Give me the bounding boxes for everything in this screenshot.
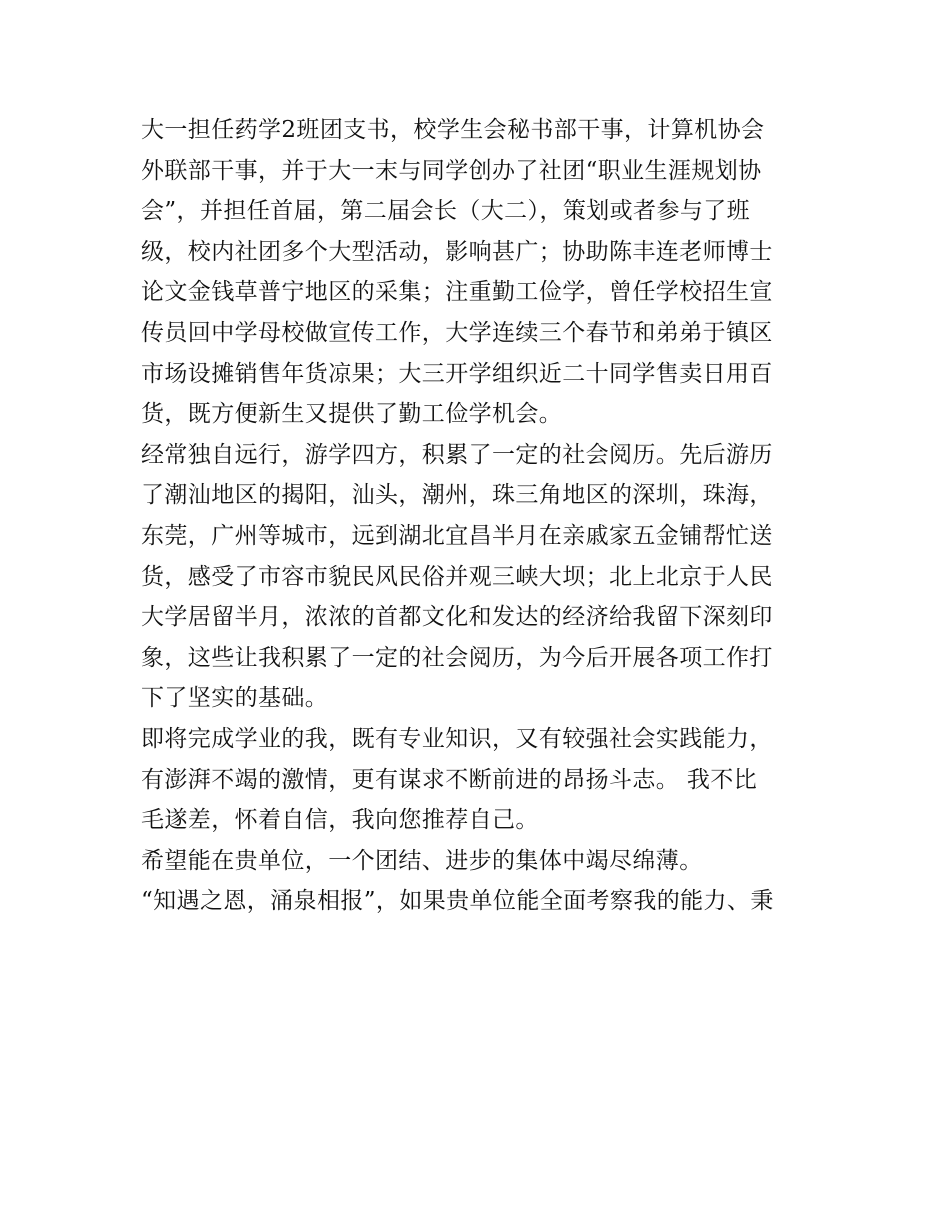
text-line: 大学居留半月，浓浓的首都文化和发达的经济给我留下深刻印 [141, 604, 773, 631]
text-line: 市场设摊销售年货凉果；大三开学组织近二十同学售卖日用百 [141, 360, 773, 387]
text-line: 即将完成学业的我，既有专业知识，又有较强社会实践能力， [141, 725, 773, 752]
text-line: “知遇之恩，涌泉相报”，如果贵单位能全面考察我的能力、秉 [141, 888, 774, 915]
text-line: 有澎湃不竭的激情，更有谋求不断前进的昂扬斗志。 我不比 [141, 766, 758, 793]
text-line: 下了坚实的基础。 [141, 685, 329, 712]
text-line: 会”，并担任首届，第二届会长（大二），策划或者参与了班 [141, 198, 751, 225]
text-line: 论文金钱草普宁地区的采集；注重勤工俭学，曾任学校招生宣 [141, 279, 773, 306]
text-line: 东莞，广州等城市，远到湖北宜昌半月在亲戚家五金铺帮忙送 [141, 522, 773, 549]
text-line: 象，这些让我积累了一定的社会阅历，为今后开展各项工作打 [141, 644, 773, 671]
text-line: 外联部干事，并于大一末与同学创办了社团“职业生涯规划协 [141, 157, 762, 184]
body-text [141, 110, 821, 922]
text-line: 希望能在贵单位，一个团结、进步的集体中竭尽绵薄。 [141, 847, 703, 874]
text-line: 级，校内社团多个大型活动，影响甚广；协助陈丰连老师博士 [141, 238, 773, 265]
text-line: 大一担任药学2班团支书，校学生会秘书部干事，计算机协会 [141, 117, 765, 143]
text-line: 经常独自远行，游学四方，积累了一定的社会阅历。先后游历 [141, 441, 773, 468]
text-line: 货，既方便新生又提供了勤工俭学机会。 [141, 401, 563, 428]
text-line: 货，感受了市容市貌民风民俗并观三峡大坝；北上北京于人民 [141, 563, 773, 590]
text-line: 毛遂差，怀着自信，我向您推荐自己。 [141, 807, 539, 834]
text-line: 传员回中学母校做宣传工作，大学连续三个春节和弟弟于镇区 [141, 319, 773, 346]
text-line: 了潮汕地区的揭阳，汕头，潮州，珠三角地区的深圳，珠海， [141, 482, 773, 509]
